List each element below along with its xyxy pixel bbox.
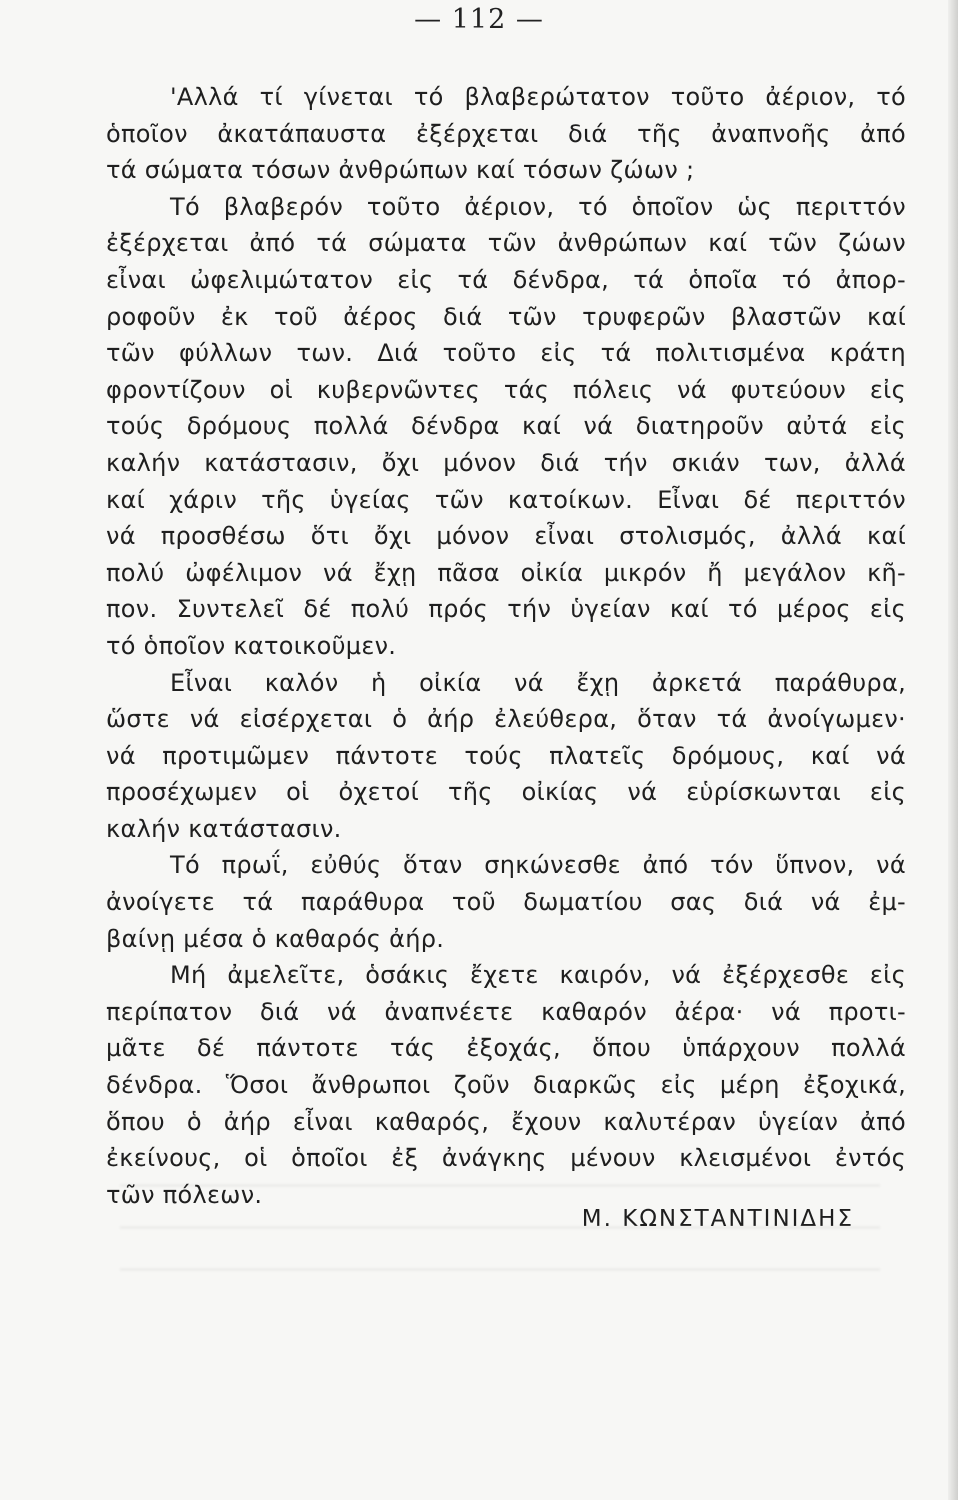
text-line: βαίνῃ μέσα ὁ καθαρός ἀήρ. [106,924,445,953]
page-number: — 112 — [414,4,544,35]
text-line: τό ὁποῖον κατοικοῦμεν. [106,631,397,660]
text-line: νά προσθέσω ὅτι ὄχι μόνον εἶναι στολισμός, ἀλλά καί [106,522,906,551]
author-signature: Μ. ΚΩΝΣΤΑΝΤΙΝΙΔΗΣ [581,1206,854,1232]
text-line: ἐκείνους, οἱ ὁποῖοι ἐξ ἀνάγκης μένουν κλεισμένοι ἐντός [106,1144,906,1173]
text-line: περίπατον διά νά ἀναπνέετε καθαρόν ἀέρα· νά προτι- [106,997,906,1026]
text-line: πον. Συντελεῖ δέ πολύ πρός τήν ὑγείαν καί τό μέρος εἰς [106,595,906,624]
text-line: εἶναι ὠφελιμώτατον εἰς τά δένδρα, τά ὁποῖα τό ἀπορ- [106,265,906,294]
text-line: πολύ ὠφέλιμον νά ἔχῃ πᾶσα οἰκία μικρόν ἤ μεγάλον κῆ- [106,558,906,587]
body-text [106,79,906,1213]
text-line: καλήν κατάστασιν. [106,814,342,843]
text-line: δένδρα. Ὅσοι ἄνθρωποι ζοῦν διαρκῶς εἰς μέρη ἐξοχικά, [106,1071,906,1100]
text-line: ὥστε νά εἰσέρχεται ὁ ἀήρ ἐλεύθερα, ὅταν τά ἀνοίγωμεν· [106,705,906,734]
text-line: νά προτιμῶμεν πάντοτε τούς πλατεῖς δρόμους, καί νά [106,741,906,770]
text-line: Τό βλαβερόν τοῦτο ἀέριον, τό ὁποῖον ὡς περιττόν [170,192,906,221]
text-line: τῶν φύλλων των. Διά τοῦτο εἰς τά πολιτισμένα κράτη [106,339,906,368]
text-line: μᾶτε δέ πάντοτε τάς ἐξοχάς, ὅπου ὑπάρχουν πολλά [106,1034,906,1063]
text-line: καλήν κατάστασιν, ὄχι μόνον διά τήν σκιάν των, ἀλλά [106,448,906,477]
text-line: φροντίζουν οἱ κυβερνῶντες τάς πόλεις νά φυτεύουν εἰς [106,375,906,404]
text-line: ὁποῖον ἀκατάπαυστα ἐξέρχεται διά τῆς ἀναπνοῆς ἀπό [106,119,906,148]
text-line: προσέχωμεν οἱ ὀχετοί τῆς οἰκίας νά εὑρίσκωνται εἰς [106,778,906,807]
text-line: τά σώματα τόσων ἀνθρώπων καί τόσων ζώων ; [106,156,695,185]
text-line: ἐξέρχεται ἀπό τά σώματα τῶν ἀνθρώπων καί τῶν ζώων [106,229,906,258]
text-line: ἀνοίγετε τά παράθυρα τοῦ δωματίου σας διά νά ἐμ- [106,888,906,917]
text-line: τούς δρόμους πολλά δένδρα καί νά διατηροῦν αὐτά εἰς [106,412,906,441]
text-line: Μή ἀμελεῖτε, ὁσάκις ἔχετε καιρόν, νά ἐξέρχεσθε εἰς [170,961,906,990]
text-line: Τό πρωΐ, εὐθύς ὅταν σηκώνεσθε ἀπό τόν ὕπνον, νά [170,851,906,880]
text-line: 'Αλλά τί γίνεται τό βλαβερώτατον τοῦτο ἀέριον, τό [170,83,906,111]
text-line: τῶν πόλεων. [106,1180,263,1209]
text-line: καί χάριν τῆς ὑγείας τῶν κατοίκων. Εἶναι δέ περιττόν [106,485,906,514]
text-line: ὅπου ὁ ἀήρ εἶναι καθαρός, ἔχουν καλυτέραν ὑγείαν ἀπό [106,1107,906,1136]
text-line: Εἶναι καλόν ἡ οἰκία νά ἔχῃ ἀρκετά παράθυρα, [170,668,906,697]
text-line: ροφοῦν ἐκ τοῦ ἀέρος διά τῶν τρυφερῶν βλαστῶν καί [106,302,906,331]
